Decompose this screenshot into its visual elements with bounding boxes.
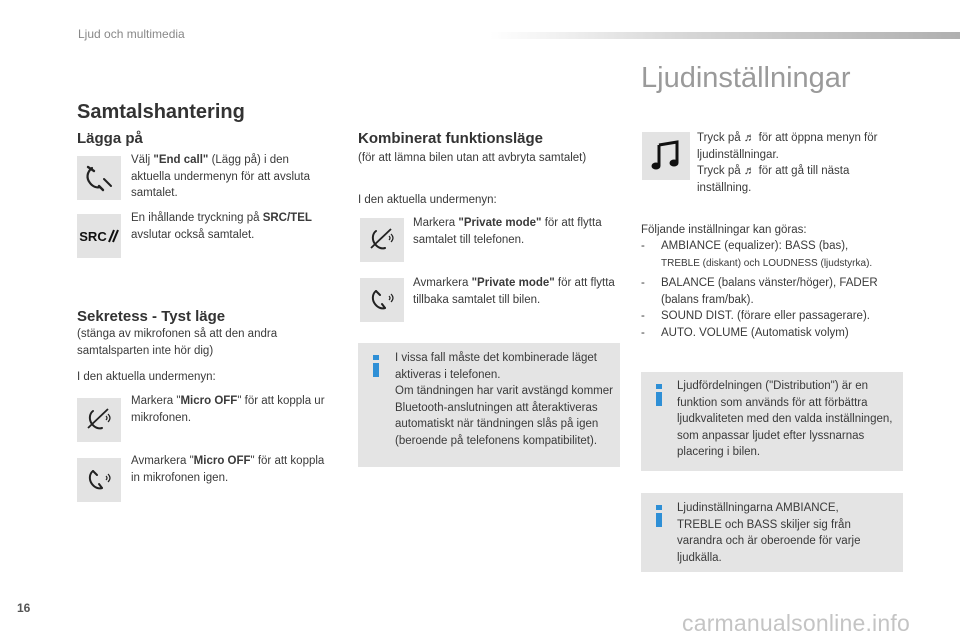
music-note-inline-icon: ♬	[743, 165, 756, 177]
list-item: - BALANCE (balans vänster/höger), FADER (balans fram/bak).	[641, 277, 878, 306]
privacy-step1: Markera "Micro OFF" för att koppla ur mikrofonen.	[131, 395, 325, 424]
call-handling-title: Samtalshantering	[77, 101, 245, 123]
combined-mode-title: Kombinerat funktionsläge	[358, 130, 544, 147]
combined-mode-subtitle: (för att lämna bilen utan att avbryta samtalet)	[358, 152, 587, 164]
hang-up-phone-icon	[77, 156, 121, 200]
private-mode-off-icon	[360, 278, 404, 322]
ambiance-info-box	[641, 493, 903, 572]
info-icon	[653, 384, 665, 406]
audio-intro: Följande inställningar kan göras:	[641, 224, 807, 236]
distribution-info-text: Ljudfördelningen ("Distribution") är en funktion som används för att förbättra ljudkvaliteten med den valda inställningen, som anpassar ljudet efter lyssnarnas placering i bilen.	[677, 380, 893, 458]
ambiance-info-text: Ljudinställningarna AMBIANCE, TREBLE och BASS skiljer sig från varandra och är oberoende för varje ljudkälla.	[677, 502, 861, 564]
hang-up-step2: En ihållande tryckning på SRC/TEL avslutar också samtalet.	[131, 212, 312, 241]
combined-step2: Avmarkera "Private mode" för att flytta tillbaka samtalet till bilen.	[413, 277, 615, 306]
audio-settings-list	[641, 238, 916, 341]
music-note-icon	[642, 132, 690, 180]
audio-press-instructions: Tryck på ♬ för att öppna menyn för ljudinställningar. Tryck på ♬ för att gå till nästa inställning.	[697, 132, 878, 194]
privacy-step2: Avmarkera "Micro OFF" för att koppla in mikrofonen igen.	[131, 455, 325, 484]
private-mode-on-icon	[360, 218, 404, 262]
music-note-inline-icon: ♬	[743, 132, 756, 144]
info-icon	[370, 355, 382, 377]
mic-on-icon	[77, 458, 121, 502]
distribution-info-box	[641, 372, 903, 471]
section-header: Ljud och multimedia	[78, 27, 185, 41]
src-tel-button-icon	[77, 214, 121, 258]
privacy-subtitle: (stänga av mikrofonen så att den andra samtalsparten inte hör dig)	[77, 328, 278, 357]
list-item: - SOUND DIST. (förare eller passagerare).	[641, 310, 870, 322]
combined-mode-intro: I den aktuella undermenyn:	[358, 194, 497, 206]
hang-up-title: Lägga på	[77, 130, 143, 147]
page-number: 16	[17, 601, 31, 615]
privacy-intro: I den aktuella undermenyn:	[77, 371, 216, 383]
combined-info-box	[358, 343, 620, 467]
watermark: carmanualsonline.info	[682, 610, 910, 636]
list-item: - AMBIANCE (equalizer): BASS (bas), TREBLE (diskant) och LOUDNESS (ljudstyrka).	[641, 240, 873, 269]
header-bar	[490, 32, 960, 39]
hang-up-step1: Välj "End call" (Lägg på) i den aktuella undermenyn för att avsluta samtalet.	[131, 154, 310, 199]
src-label: SRC	[79, 228, 107, 244]
combined-step1: Markera "Private mode" för att flytta samtalet till telefonen.	[413, 217, 602, 246]
info-icon	[653, 505, 665, 527]
page-title: Ljudinställningar	[641, 62, 851, 94]
mic-off-icon	[77, 398, 121, 442]
list-item: - AUTO. VOLUME (Automatisk volym)	[641, 326, 849, 339]
combined-info-text: I vissa fall måste det kombinerade läget aktiveras i telefonen. Om tändningen har varit avstängd kommer Bluetooth-anslutningen att återaktiveras automatiskt när tändningen slås på igen (beroende på telefonens kompatibilitet).	[395, 352, 613, 447]
privacy-title: Sekretess - Tyst läge	[77, 308, 226, 325]
